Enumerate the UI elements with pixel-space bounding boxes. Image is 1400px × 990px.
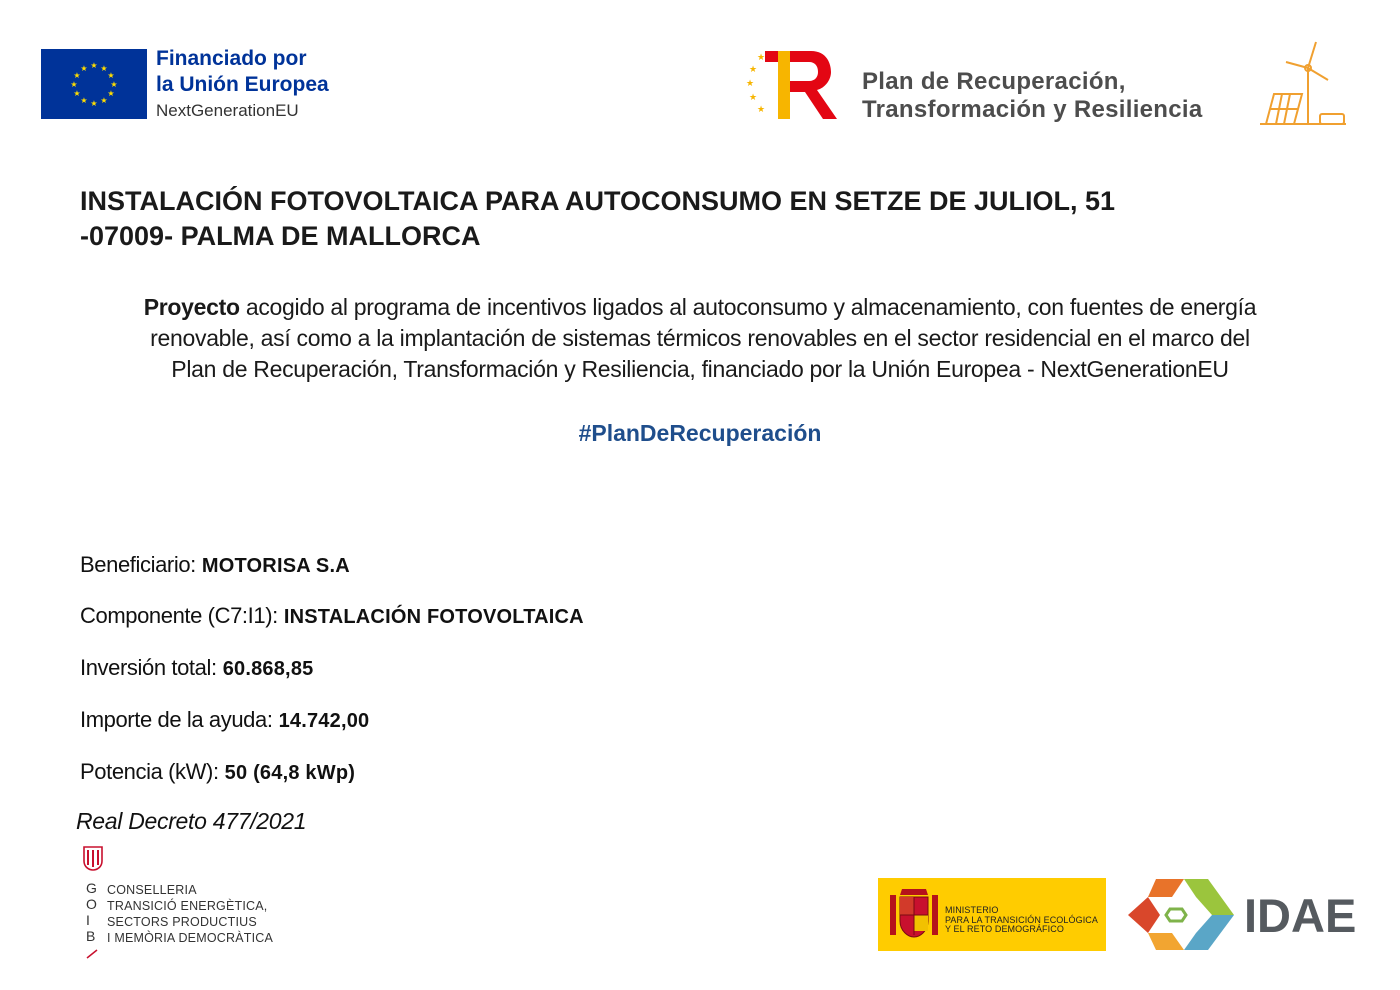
svg-text:★: ★ — [73, 89, 81, 98]
goib-line: I MEMÒRIA DEMOCRÀTICA — [107, 931, 274, 945]
detail-beneficiario — [80, 552, 350, 578]
description-line-2: renovable, así como a la implantación de sistemas térmicos renovables en el sector residencial en el marco del — [150, 325, 1250, 351]
detail-value: 50 (64,8 kWp) — [224, 762, 356, 784]
description-line-1-rest: acogido al programa de incentivos ligados al autoconsumo y almacenamiento, con fuentes de energía — [239, 294, 1257, 320]
decree-reference: Real Decreto 477/2021 — [76, 808, 307, 834]
svg-text:★: ★ — [749, 65, 758, 75]
goib-line: SECTORS PRODUCTIUS — [107, 915, 257, 929]
title-line-1: INSTALACIÓN FOTOVOLTAICA PARA AUTOCONSUMO EN SETZE DE JULIOL, 51 — [80, 186, 1116, 216]
goib-line: TRANSICIÓ ENERGÈTICA, — [107, 899, 268, 913]
svg-text:★: ★ — [100, 64, 108, 73]
spain-coat-of-arms-icon — [888, 885, 940, 943]
idae-wordmark: IDAE — [1244, 889, 1357, 942]
svg-text:★: ★ — [757, 53, 766, 63]
renewable-energy-icon — [1256, 38, 1350, 130]
prtr-logo-icon — [745, 48, 840, 124]
svg-text:★: ★ — [70, 80, 78, 89]
ministerio-line: MINISTERIO — [945, 905, 999, 915]
goib-letter: O — [86, 896, 97, 912]
detail-value: 14.742,00 — [278, 710, 370, 732]
svg-text:★: ★ — [80, 96, 88, 105]
detail-label: Inversión total: — [80, 655, 217, 680]
ministerio-line: PARA LA TRANSICIÓN ECOLÓGICA — [945, 914, 1099, 925]
eu-line-2: la Unión Europea — [156, 73, 329, 96]
detail-label: Componente (C7:I1): — [80, 603, 278, 628]
svg-text:★: ★ — [107, 89, 115, 98]
detail-value: 60.868,85 — [222, 658, 314, 680]
svg-text:★: ★ — [90, 99, 98, 108]
detail-potencia — [80, 759, 355, 785]
title-line-2: -07009- PALMA DE MALLORCA — [80, 221, 481, 251]
goib-letter: G — [86, 880, 97, 896]
svg-text:★: ★ — [90, 61, 98, 70]
eu-funding-text — [156, 46, 329, 124]
hashtag: #PlanDeRecuperación — [578, 420, 822, 446]
svg-text:★: ★ — [746, 79, 755, 89]
idae-logo-icon — [1126, 877, 1236, 952]
ministerio-line: Y EL RETO DEMOGRÁFICO — [945, 924, 1064, 934]
project-description — [70, 292, 1330, 385]
goib-emblem-icon — [82, 845, 104, 871]
description-lead: Proyecto — [143, 294, 240, 320]
project-title — [80, 184, 1320, 254]
eu-flag-icon — [41, 49, 147, 119]
detail-inversion-total — [80, 655, 313, 681]
prtr-line-2: Transformación y Resiliencia — [862, 96, 1203, 123]
svg-text:★: ★ — [757, 105, 766, 115]
svg-text:★: ★ — [80, 64, 88, 73]
eu-line-1: Financiado por — [156, 47, 307, 70]
goib-line: CONSELLERIA — [107, 883, 197, 897]
eu-line-3: NextGenerationEU — [156, 101, 299, 120]
prtr-text — [862, 68, 1203, 124]
goib-letter: B — [86, 928, 96, 944]
svg-text:★: ★ — [100, 96, 108, 105]
detail-importe-ayuda — [80, 707, 369, 733]
detail-componente — [80, 603, 584, 629]
detail-value: MOTORISA S.A — [201, 555, 350, 577]
goib-slash-icon — [86, 946, 98, 958]
description-line-1 — [70, 292, 1330, 323]
prtr-line-1: Plan de Recuperación, — [862, 68, 1126, 95]
goib-conselleria-text — [107, 882, 273, 946]
detail-label: Importe de la ayuda: — [80, 707, 273, 732]
description-line-3: Plan de Recuperación, Transformación y Resiliencia, financiado por la Unión Europea - NextGenerationEU — [171, 356, 1229, 382]
detail-label: Potencia (kW): — [80, 759, 219, 784]
svg-text:★: ★ — [73, 71, 81, 80]
detail-value: INSTALACIÓN FOTOVOLTAICA — [283, 606, 584, 628]
svg-text:★: ★ — [749, 93, 758, 103]
svg-text:★: ★ — [107, 71, 115, 80]
ministerio-text — [945, 906, 1098, 935]
goib-letter: I — [86, 912, 90, 928]
goib-letters — [86, 880, 97, 944]
svg-text:★: ★ — [110, 80, 118, 89]
detail-label: Beneficiario: — [80, 552, 196, 577]
